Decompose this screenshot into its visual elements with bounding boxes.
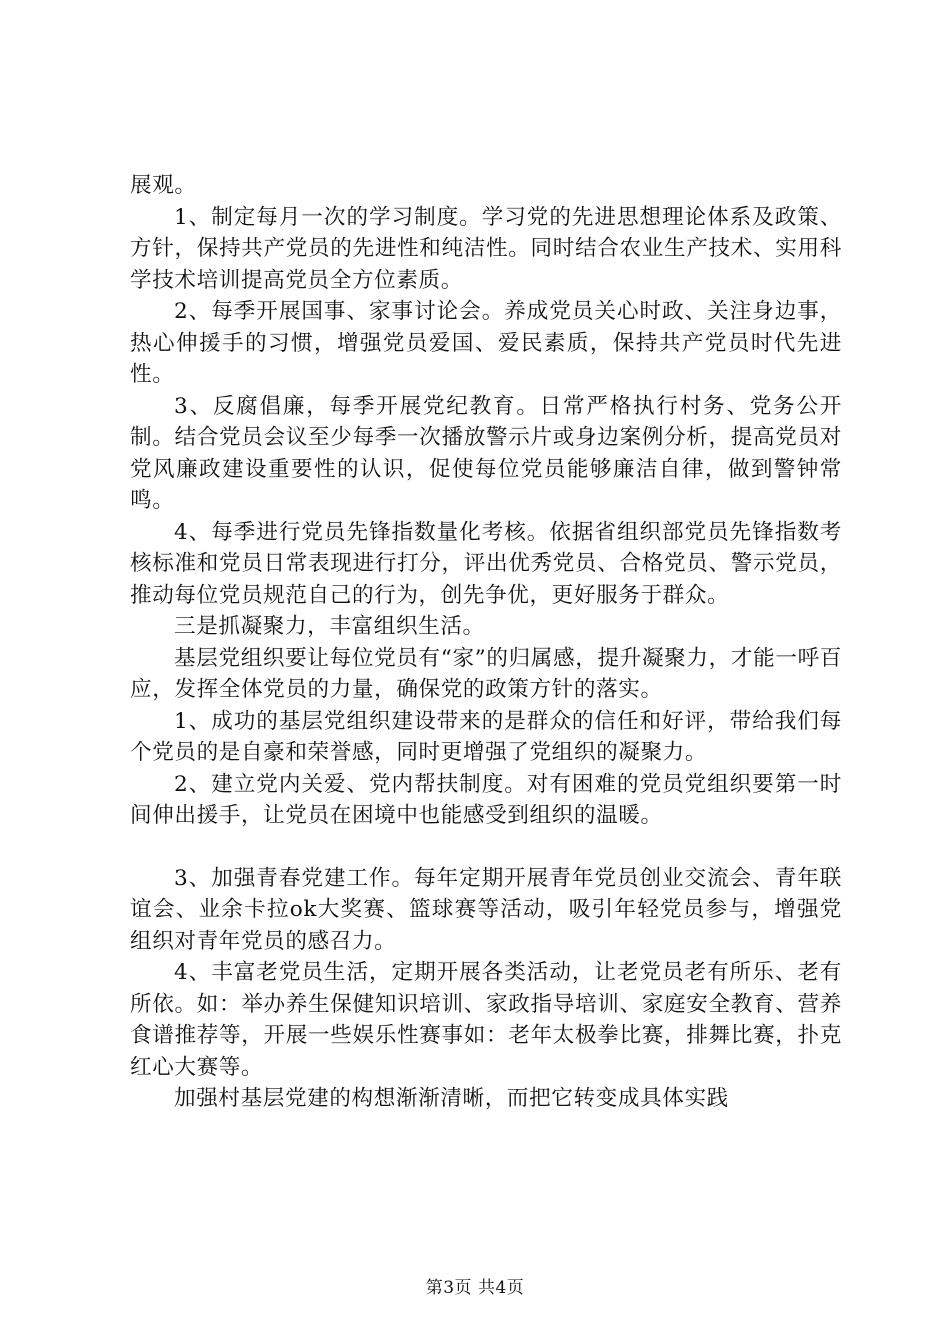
- section-heading-cohesion: 三是抓凝聚力，丰富组织生活。: [174, 614, 485, 639]
- paragraph-care-system: 2、建立党内关爱、党内帮扶制度。对有困难的党员党组织要第一时间伸出援手，让党员在困境中也能感受到组织的温暖。: [130, 771, 842, 828]
- page-number-footer: 第3页 共4页: [425, 1278, 525, 1298]
- document-body: [130, 170, 842, 1115]
- paragraph-elderly-members: 4、丰富老党员生活，定期开展各类活动，让老党员老有所乐、老有所依。如：举办养生保健知识培训、家政指导培训、家庭安全教育、营养食谱推荐等，开展一些娱乐性赛事如：老年太极拳比赛，排舞比赛，扑克红心大赛等。: [130, 960, 842, 1080]
- paragraph-study-system: 1、制定每月一次的学习制度。学习党的先进思想理论体系及政策、方针，保持共产党员的先进性和纯洁性。同时结合农业生产技术、实用科学技术培训提高党员全方位素质。: [130, 204, 842, 293]
- paragraph-conclusion-start: 加强村基层党建的构想渐渐清晰，而把它转变成具体实践: [174, 1086, 729, 1111]
- paragraph-sense-of-belonging: 基层党组织要让每位党员有“家”的归属感，提升凝聚力，才能一呼百应，发挥全体党员的力量，确保党的政策方针的落实。: [130, 645, 842, 702]
- paragraph-vanguard-index: 4、每季进行党员先锋指数量化考核。依据省组织部党员先锋指数考核标准和党员日常表现进行打分，评出优秀党员、合格党员、警示党员，推动每位党员规范自己的行为，创先争优，更好服务于群众。: [130, 519, 842, 608]
- paragraph-continuation: 展观。: [130, 173, 197, 198]
- paragraph-discussion-meeting: 2、每季开展国事、家事讨论会。养成党员关心时政、关注身边事，热心伸援手的习惯，增强党员爱国、爱民素质，保持共产党员时代先进性。: [130, 299, 842, 387]
- paragraph-youth-party-building: 3、加强青春党建工作。每年定期开展青年党员创业交流会、青年联谊会、业余卡拉ok大奖赛、篮球赛等活动，吸引年轻党员参与，增强党组织对青年党员的感召力。: [130, 865, 842, 954]
- paragraph-trust-and-honor: 1、成功的基层党组织建设带来的是群众的信任和好评，带给我们每个党员的是自豪和荣誉感，同时更增强了党组织的凝聚力。: [130, 708, 842, 765]
- paragraph-anti-corruption: 3、反腐倡廉，每季开展党纪教育。日常严格执行村务、党务公开制。结合党员会议至少每季一次播放警示片或身边案例分析，提高党员对党风廉政建设重要性的认识，促使每位党员能够廉洁自律，做到警钟常鸣。: [130, 393, 842, 513]
